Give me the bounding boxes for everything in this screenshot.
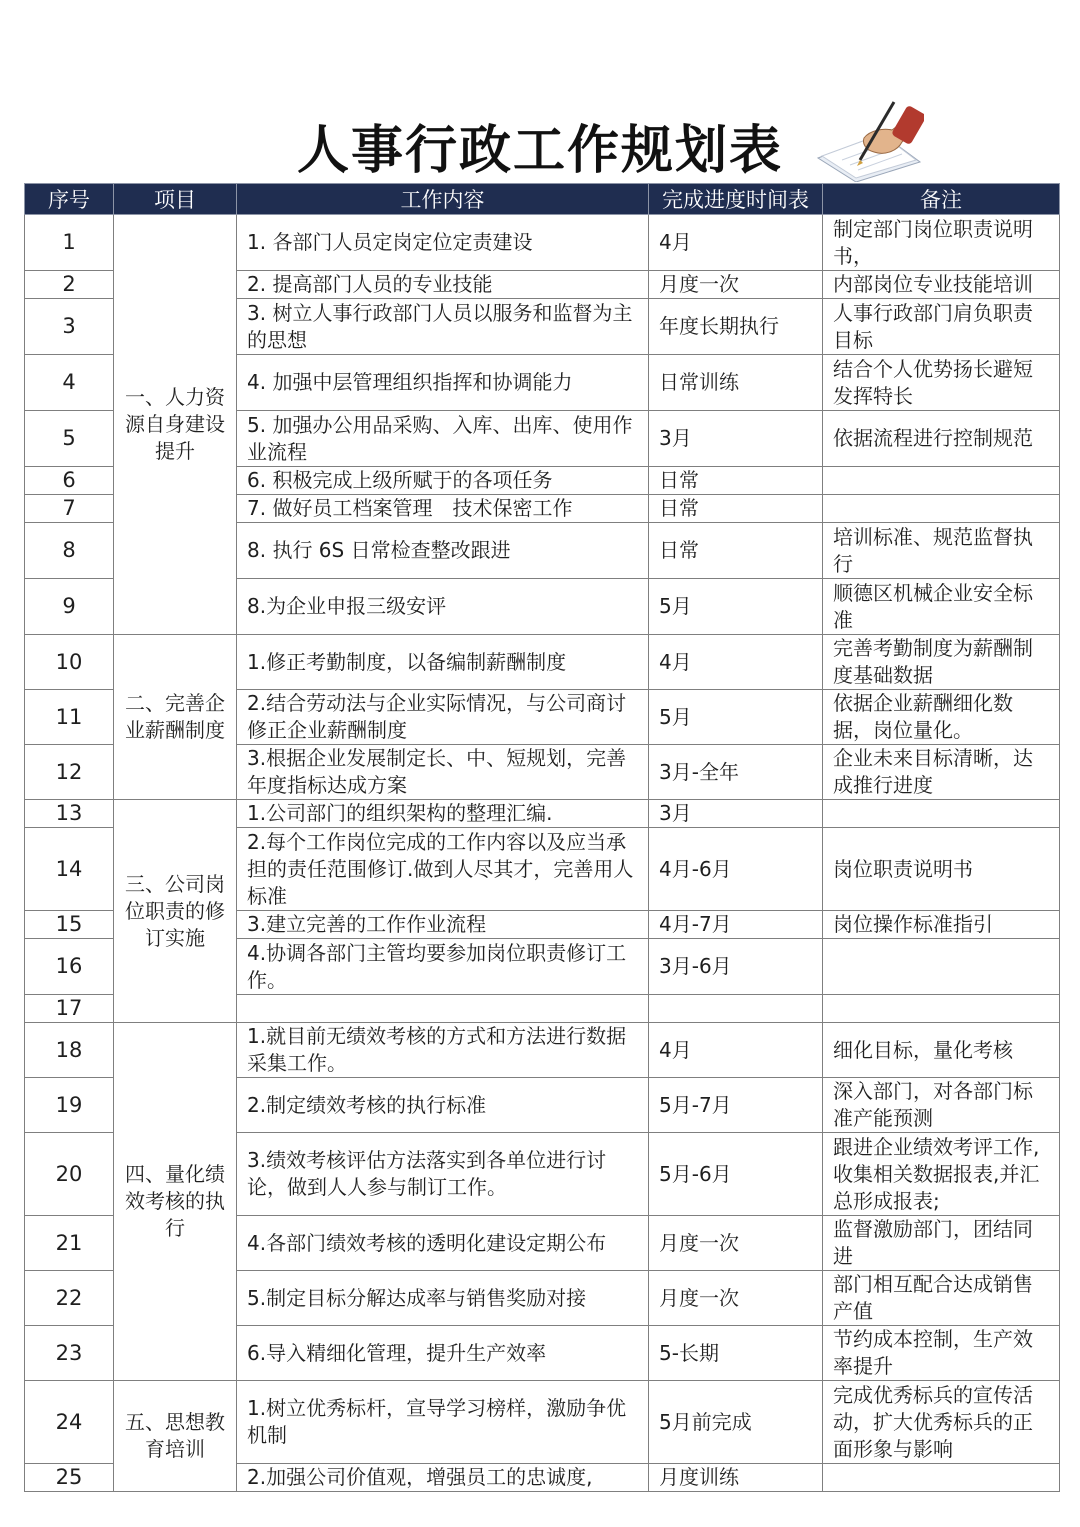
row-schedule: 3月-6月 [649, 939, 823, 995]
row-number: 19 [25, 1078, 114, 1133]
row-schedule: 5月 [649, 690, 823, 745]
row-content: 1. 各部门人员定岗定位定责建设 [237, 215, 649, 271]
row-content: 3.绩效考核评估方法落实到各单位进行讨论，做到人人参与制订工作。 [237, 1133, 649, 1216]
row-remark [823, 800, 1060, 828]
row-number: 10 [25, 635, 114, 690]
row-remark: 制定部门岗位职责说明书， [823, 215, 1060, 271]
row-schedule: 3月 [649, 800, 823, 828]
row-content: 7. 做好员工档案管理 技术保密工作 [237, 495, 649, 523]
table-row [25, 635, 1060, 690]
row-number: 21 [25, 1216, 114, 1271]
header-no: 序号 [25, 184, 114, 215]
table-row [25, 215, 1060, 271]
row-remark: 人事行政部门肩负职责目标 [823, 299, 1060, 355]
row-schedule: 4月 [649, 1023, 823, 1078]
row-number: 14 [25, 828, 114, 911]
row-schedule [649, 995, 823, 1023]
row-remark: 顺德区机械企业安全标准 [823, 579, 1060, 635]
row-number: 25 [25, 1464, 114, 1492]
row-number: 5 [25, 411, 114, 467]
row-number: 11 [25, 690, 114, 745]
table-body [25, 215, 1060, 1492]
row-content: 5. 加强办公用品采购、入库、出库、使用作业流程 [237, 411, 649, 467]
row-content: 1.就目前无绩效考核的方式和方法进行数据采集工作。 [237, 1023, 649, 1078]
row-number: 9 [25, 579, 114, 635]
row-number: 18 [25, 1023, 114, 1078]
row-remark [823, 1464, 1060, 1492]
row-schedule: 4月 [649, 215, 823, 271]
row-remark [823, 467, 1060, 495]
row-content: 8. 执行 6S 日常检查整改跟进 [237, 523, 649, 579]
row-schedule: 月度一次 [649, 1216, 823, 1271]
row-content: 4. 加强中层管理组织指挥和协调能力 [237, 355, 649, 411]
row-content: 2.每个工作岗位完成的工作内容以及应当承担的责任范围修订.做到人尽其才，完善用人标准 [237, 828, 649, 911]
row-remark [823, 495, 1060, 523]
row-content: 1.公司部门的组织架构的整理汇编. [237, 800, 649, 828]
row-content: 1.修正考勤制度，以备编制薪酬制度 [237, 635, 649, 690]
table-row [25, 1023, 1060, 1078]
row-number: 8 [25, 523, 114, 579]
section-label: 二、完善企业薪酬制度 [114, 635, 237, 800]
row-schedule: 日常 [649, 467, 823, 495]
row-content: 3.建立完善的工作作业流程 [237, 911, 649, 939]
row-schedule: 5月-6月 [649, 1133, 823, 1216]
row-content: 4.协调各部门主管均要参加岗位职责修订工作。 [237, 939, 649, 995]
page-title: 人事行政工作规划表 [296, 120, 783, 181]
row-schedule: 5月前完成 [649, 1381, 823, 1464]
row-schedule: 5-长期 [649, 1326, 823, 1381]
row-number: 23 [25, 1326, 114, 1381]
row-schedule: 年度长期执行 [649, 299, 823, 355]
table-row [25, 800, 1060, 828]
row-schedule: 3月-全年 [649, 745, 823, 800]
row-number: 24 [25, 1381, 114, 1464]
row-schedule: 月度一次 [649, 1271, 823, 1326]
section-label: 五、思想教育培训 [114, 1381, 237, 1492]
row-content: 8.为企业申报三级安评 [237, 579, 649, 635]
row-content: 3. 树立人事行政部门人员以服务和监督为主的思想 [237, 299, 649, 355]
row-schedule: 5月-7月 [649, 1078, 823, 1133]
row-remark: 部门相互配合达成销售产值 [823, 1271, 1060, 1326]
row-remark: 岗位操作标准指引 [823, 911, 1060, 939]
row-schedule: 4月-6月 [649, 828, 823, 911]
row-remark: 结合个人优势扬长避短发挥特长 [823, 355, 1060, 411]
row-remark: 跟进企业绩效考评工作,收集相关数据报表,并汇总形成报表; [823, 1133, 1060, 1216]
row-content: 2. 提高部门人员的专业技能 [237, 271, 649, 299]
row-number: 13 [25, 800, 114, 828]
row-schedule: 日常 [649, 495, 823, 523]
table-header-row [25, 184, 1060, 215]
row-remark: 细化目标，量化考核 [823, 1023, 1060, 1078]
row-number: 16 [25, 939, 114, 995]
section-label: 一、人力资源自身建设提升 [114, 215, 237, 635]
section-label: 四、量化绩效考核的执行 [114, 1023, 237, 1381]
row-content: 3.根据企业发展制定长、中、短规划，完善年度指标达成方案 [237, 745, 649, 800]
header-schedule: 完成进度时间表 [649, 184, 823, 215]
row-schedule: 3月 [649, 411, 823, 467]
row-schedule: 日常 [649, 523, 823, 579]
header-remark: 备注 [823, 184, 1060, 215]
row-schedule: 5月 [649, 579, 823, 635]
row-schedule: 4月 [649, 635, 823, 690]
header-project: 项目 [114, 184, 237, 215]
row-number: 12 [25, 745, 114, 800]
row-content: 2.结合劳动法与企业实际情况，与公司商讨修正企业薪酬制度 [237, 690, 649, 745]
row-number: 22 [25, 1271, 114, 1326]
row-remark: 依据流程进行控制规范 [823, 411, 1060, 467]
row-schedule: 月度一次 [649, 271, 823, 299]
row-schedule: 月度训练 [649, 1464, 823, 1492]
row-number: 15 [25, 911, 114, 939]
row-remark: 完成优秀标兵的宣传活动，扩大优秀标兵的正面形象与影响 [823, 1381, 1060, 1464]
row-remark: 监督激励部门，团结同进 [823, 1216, 1060, 1271]
row-remark: 依据企业薪酬细化数据，岗位量化。 [823, 690, 1060, 745]
row-schedule: 4月-7月 [649, 911, 823, 939]
row-content [237, 995, 649, 1023]
row-number: 1 [25, 215, 114, 271]
row-remark: 完善考勤制度为薪酬制度基础数据 [823, 635, 1060, 690]
row-remark [823, 995, 1060, 1023]
header-content: 工作内容 [237, 184, 649, 215]
row-schedule: 日常训练 [649, 355, 823, 411]
row-number: 6 [25, 467, 114, 495]
row-number: 17 [25, 995, 114, 1023]
row-number: 7 [25, 495, 114, 523]
pen-writing-icon [812, 100, 924, 182]
row-remark: 内部岗位专业技能培训 [823, 271, 1060, 299]
row-content: 2.制定绩效考核的执行标准 [237, 1078, 649, 1133]
row-content: 5.制定目标分解达成率与销售奖励对接 [237, 1271, 649, 1326]
table-row [25, 1381, 1060, 1464]
row-remark: 岗位职责说明书 [823, 828, 1060, 911]
row-content: 6. 积极完成上级所赋于的各项任务 [237, 467, 649, 495]
header [0, 100, 1080, 180]
row-remark: 节约成本控制，生产效率提升 [823, 1326, 1060, 1381]
row-content: 1.树立优秀标杆，宣导学习榜样，激励争优机制 [237, 1381, 649, 1464]
work-plan-table [24, 183, 1060, 1492]
row-number: 4 [25, 355, 114, 411]
row-remark: 企业未来目标清晰，达成推行进度 [823, 745, 1060, 800]
row-remark: 培训标准、规范监督执行 [823, 523, 1060, 579]
row-number: 2 [25, 271, 114, 299]
row-content: 4.各部门绩效考核的透明化建设定期公布 [237, 1216, 649, 1271]
row-number: 3 [25, 299, 114, 355]
row-remark [823, 939, 1060, 995]
row-number: 20 [25, 1133, 114, 1216]
section-label: 三、公司岗位职责的修订实施 [114, 800, 237, 1023]
row-remark: 深入部门，对各部门标准产能预测 [823, 1078, 1060, 1133]
row-content: 2.加强公司价值观，增强员工的忠诚度, [237, 1464, 649, 1492]
row-content: 6.导入精细化管理，提升生产效率 [237, 1326, 649, 1381]
